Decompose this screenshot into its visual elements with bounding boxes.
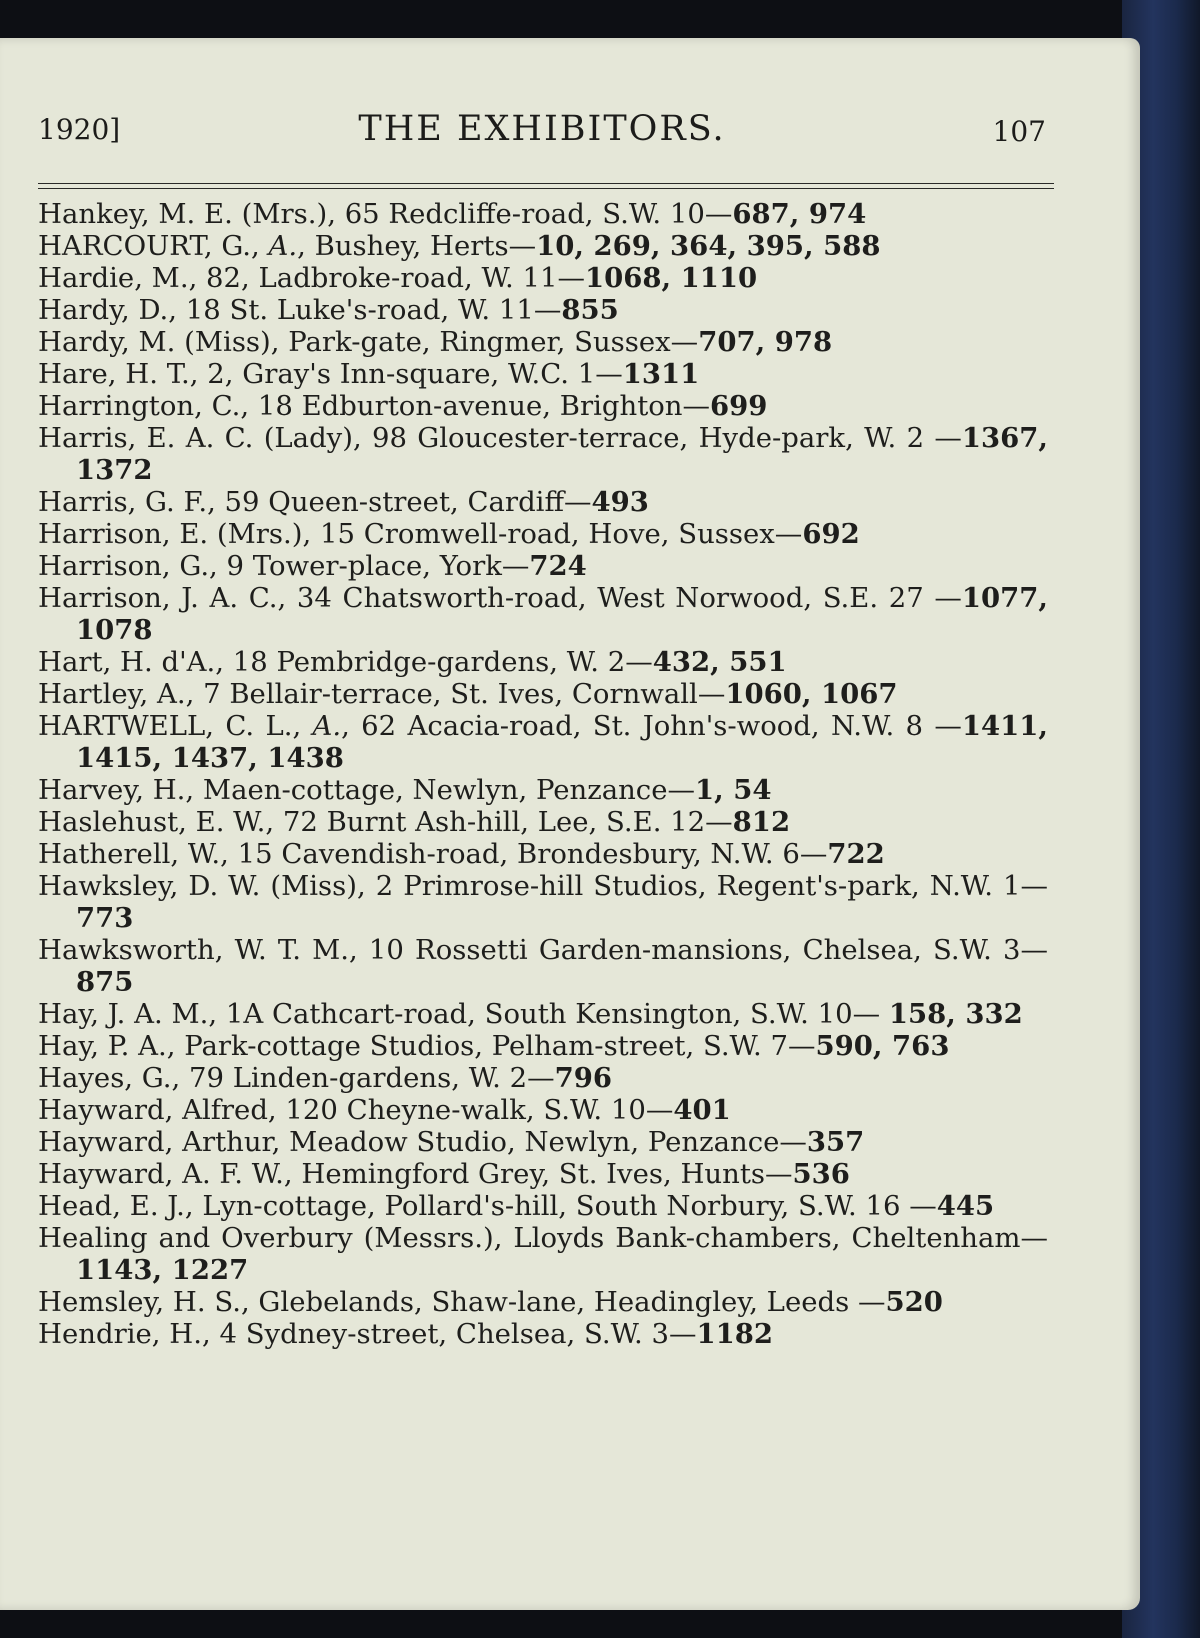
page-title: THE EXHIBITORS. bbox=[358, 109, 726, 149]
exhibitor-entry: Hart, H. d'A., 18 Pembridge-gardens, W. 2—432, 551 bbox=[38, 646, 787, 678]
exhibitor-entry: Harrison, G., 9 Tower-place, York—724 bbox=[38, 550, 587, 582]
exhibitor-entry: Healing and Overbury (Messrs.), Lloyds Bank-chambers, Cheltenham—1143, 1227 bbox=[38, 1222, 1048, 1286]
exhibitor-entry: Harrison, E. (Mrs.), 15 Cromwell-road, Hove, Sussex—692 bbox=[38, 518, 860, 550]
associate-mark: A. bbox=[312, 710, 342, 742]
exhibitor-entry: Harris, E. A. C. (Lady), 98 Gloucester-terrace, Hyde-park, W. 2 —1367, 1372 bbox=[38, 422, 1048, 486]
exhibitor-entry: Hayward, A. F. W., Hemingford Grey, St. Ives, Hunts—536 bbox=[38, 1158, 850, 1190]
exhibitor-entry: Head, E. J., Lyn-cottage, Pollard's-hill, South Norbury, S.W. 16 —445 bbox=[38, 1190, 995, 1222]
exhibitor-entry: HARCOURT, G., A., Bushey, Herts—10, 269, 364, 395, 588 bbox=[38, 230, 881, 262]
exhibitor-entry: Hankey, M. E. (Mrs.), 65 Redcliffe-road, S.W. 10—687, 974 bbox=[38, 198, 867, 230]
exhibitor-entry: Hendrie, H., 4 Sydney-street, Chelsea, S.W. 3—1182 bbox=[38, 1318, 774, 1350]
page-number: 107 bbox=[992, 115, 1046, 148]
exhibitor-entry: Hayward, Arthur, Meadow Studio, Newlyn, Penzance—357 bbox=[38, 1126, 865, 1158]
header-year: 1920] bbox=[38, 113, 121, 146]
exhibitor-entry: Harrington, C., 18 Edburton-avenue, Brighton—699 bbox=[38, 390, 768, 422]
exhibitor-entry: Harrison, J. A. C., 34 Chatsworth-road, West Norwood, S.E. 27 —1077, 1078 bbox=[38, 582, 1048, 646]
exhibitor-entry: Hartley, A., 7 Bellair-terrace, St. Ives, Cornwall—1060, 1067 bbox=[38, 678, 898, 710]
associate-mark: A. bbox=[268, 230, 298, 262]
exhibitor-entry: Hatherell, W., 15 Cavendish-road, Brondesbury, N.W. 6—722 bbox=[38, 838, 885, 870]
exhibitor-entry: Harris, G. F., 59 Queen-street, Cardiff—493 bbox=[38, 486, 649, 518]
exhibitor-list bbox=[38, 198, 1048, 1350]
running-header bbox=[38, 95, 1046, 165]
exhibitor-entry: Hardie, M., 82, Ladbroke-road, W. 11—1068, 1110 bbox=[38, 262, 758, 294]
exhibitor-entry: Hardy, D., 18 St. Luke's-road, W. 11—855 bbox=[38, 294, 619, 326]
exhibitor-entry: Hardy, M. (Miss), Park-gate, Ringmer, Sussex—707, 978 bbox=[38, 326, 833, 358]
exhibitor-entry: Hay, J. A. M., 1A Cathcart-road, South Kensington, S.W. 10— 158, 332 bbox=[38, 998, 1023, 1030]
exhibitor-entry: Hare, H. T., 2, Gray's Inn-square, W.C. 1—1311 bbox=[38, 358, 700, 390]
header-rule-bottom bbox=[38, 188, 1054, 189]
exhibitor-entry: Hayes, G., 79 Linden-gardens, W. 2—796 bbox=[38, 1062, 613, 1094]
exhibitor-entry: Haslehust, E. W., 72 Burnt Ash-hill, Lee, S.E. 12—812 bbox=[38, 806, 791, 838]
exhibitor-entry: HARTWELL, C. L., A., 62 Acacia-road, St. John's-wood, N.W. 8 —1411, 1415, 1437, 1438 bbox=[38, 710, 1048, 774]
exhibitor-entry: Hawksley, D. W. (Miss), 2 Primrose-hill Studios, Regent's-park, N.W. 1—773 bbox=[38, 870, 1048, 934]
header-rule-top bbox=[38, 183, 1054, 184]
exhibitor-entry: Hay, P. A., Park-cottage Studios, Pelham-street, S.W. 7—590, 763 bbox=[38, 1030, 950, 1062]
exhibitor-entry: Harvey, H., Maen-cottage, Newlyn, Penzance—1, 54 bbox=[38, 774, 772, 806]
exhibitor-entry: Hemsley, H. S., Glebelands, Shaw-lane, Headingley, Leeds —520 bbox=[38, 1286, 943, 1318]
exhibitor-entry: Hayward, Alfred, 120 Cheyne-walk, S.W. 10—401 bbox=[38, 1094, 731, 1126]
exhibitor-entry: Hawksworth, W. T. M., 10 Rossetti Garden-mansions, Chelsea, S.W. 3—875 bbox=[38, 934, 1048, 998]
